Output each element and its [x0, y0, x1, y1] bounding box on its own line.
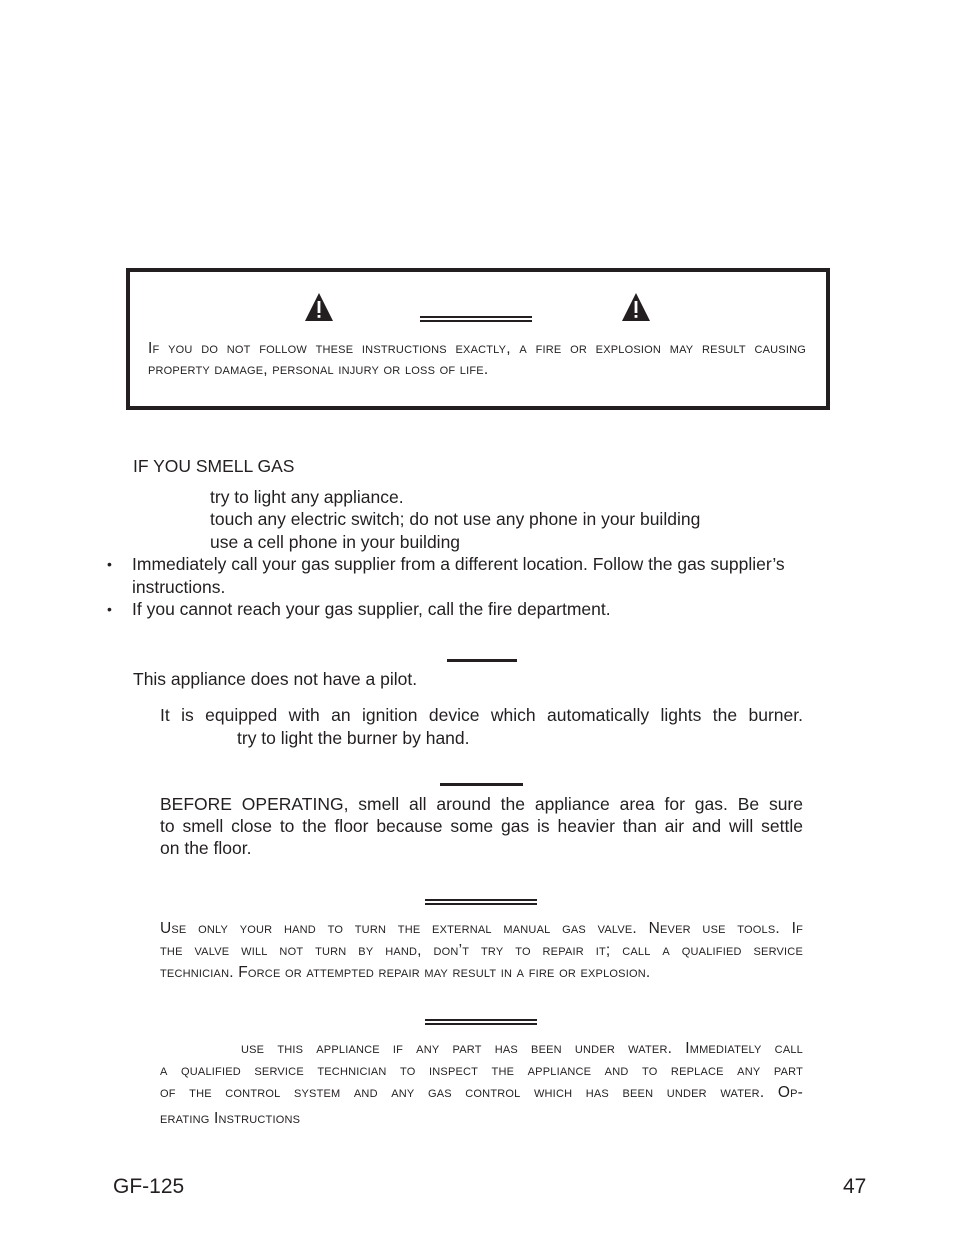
- bullet-text: Immediately call your gas supplier from a different location. Follow the gas supplier’s: [132, 554, 785, 574]
- section-heading-rule: [425, 899, 537, 905]
- section-heading-rule: [447, 659, 517, 662]
- bullet-icon: •: [107, 556, 112, 572]
- before-operating-text: BEFORE OPERATING, smell all around the appliance area for gas. Be sure: [160, 794, 803, 814]
- pilot-text: This appliance does not have a pilot.: [133, 669, 418, 689]
- hand-valve-text: Use only your hand to turn the external manual gas valve. Never use tools. If: [160, 920, 803, 937]
- section-heading-rule: [425, 1019, 537, 1025]
- bullet-text: If you cannot reach your gas supplier, call the fire department.: [132, 599, 611, 619]
- section-heading-rule: [440, 783, 523, 786]
- bullet-icon: •: [107, 601, 112, 617]
- before-operating-text: on the floor.: [160, 838, 252, 858]
- warning-text: If you do not follow these instructions exactly, a fire or explosion may result causing property damage, personal injury or loss of life.: [148, 340, 806, 378]
- before-operating-text: to smell close to the floor because some gas is heavier than air and will settle: [160, 816, 803, 836]
- pilot-text: try to light the burner by hand.: [237, 728, 470, 748]
- list-item: try to light any appliance.: [210, 487, 404, 507]
- warning-triangle-icon: [621, 292, 651, 322]
- list-item: use a cell phone in your building: [210, 532, 461, 552]
- water-text: of the control system and any gas control which has been under water. Op-: [160, 1084, 803, 1101]
- bullet-text-continued: instructions.: [132, 577, 226, 597]
- water-text: a qualified service technician to inspect the appliance and to replace any part: [160, 1062, 803, 1079]
- warning-heading-rule: [420, 316, 532, 322]
- water-text: use this appliance if any part has been under water. Immediately call: [241, 1040, 803, 1057]
- hand-valve-text: technician. Force or attempted repair may result in a fire or explosion.: [160, 964, 651, 981]
- model-number: GF-125: [113, 1175, 185, 1198]
- water-text: erating Instructions: [160, 1110, 301, 1127]
- hand-valve-text: the valve will not turn by hand, don’t try to repair it; call a qualified service: [160, 942, 803, 959]
- smell-gas-heading: IF YOU SMELL GAS: [133, 456, 295, 476]
- warning-triangle-icon: [304, 292, 334, 322]
- list-item: touch any electric switch; do not use any phone in your building: [210, 509, 701, 529]
- pilot-text: It is equipped with an ignition device which automatically lights the burner.: [160, 705, 803, 725]
- page-number: 47: [843, 1175, 867, 1198]
